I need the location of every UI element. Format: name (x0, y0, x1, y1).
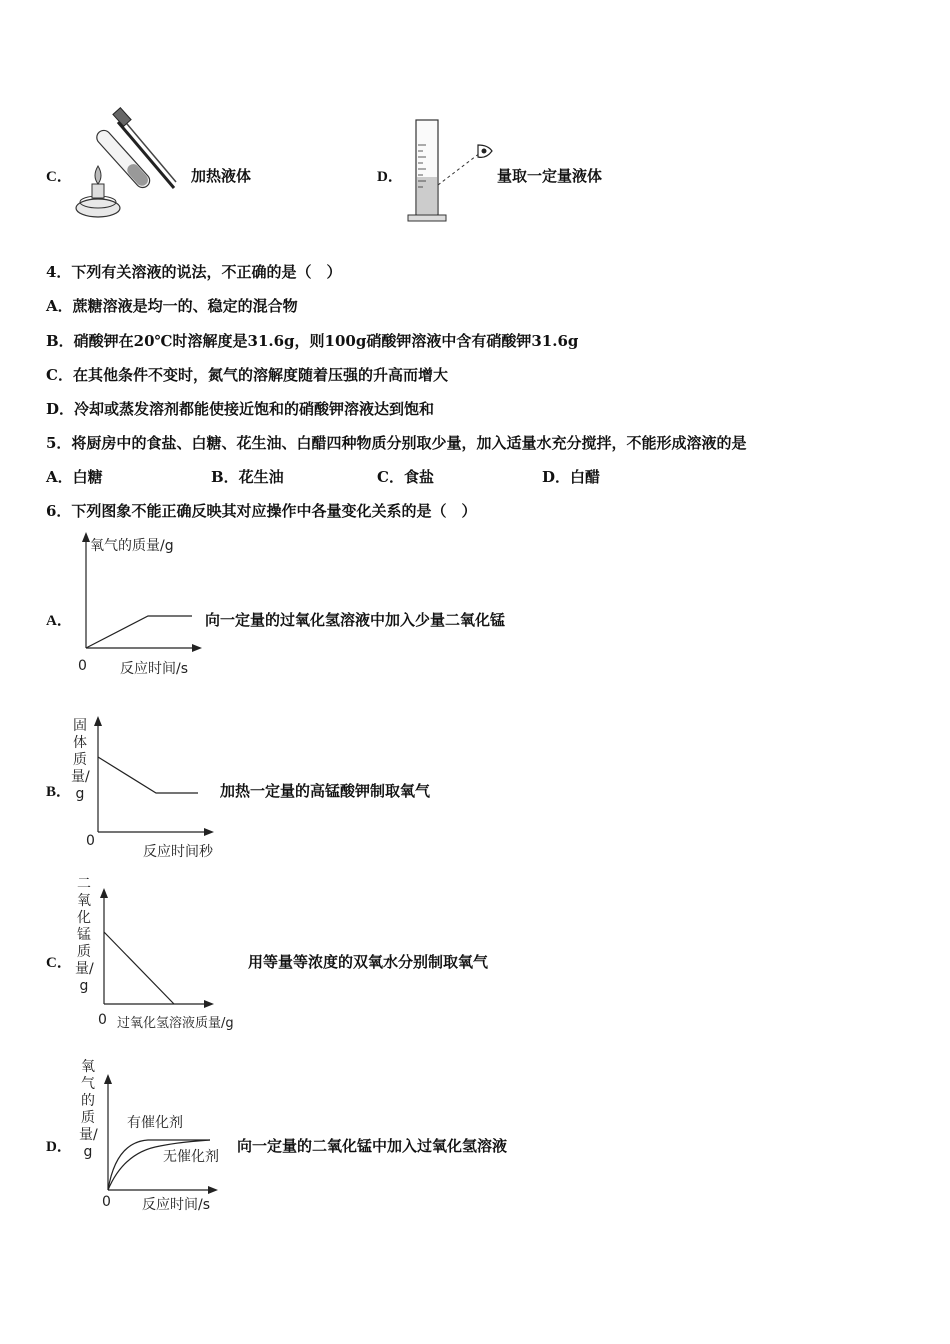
graph-d (100, 1070, 230, 1195)
q6-stem: 6．下列图象不能正确反映其对应操作中各量变化关系的是（ ） (46, 502, 477, 520)
q6-b-text: 加热一定量的高锰酸钾制取氧气 (220, 782, 431, 800)
graph-b-curve (98, 757, 198, 793)
graph-d-xlabel: 反应时间/s (142, 1197, 211, 1213)
graph-c-origin: 0 (98, 1012, 107, 1028)
q6-c-text: 用等量等浓度的双氧水分别制取氧气 (248, 953, 489, 971)
q6-b-label: B． (46, 784, 72, 800)
graph-c-ylabel: 二氧化锰质量/g (75, 876, 94, 994)
measuring-cylinder-illustration (404, 115, 499, 225)
q5-option-a: A．白糖 (46, 468, 103, 486)
graph-a-ylabel: 氧气的质量/g (90, 538, 174, 554)
q5-option-d: D．白醋 (542, 468, 601, 486)
graph-c-curve (104, 932, 174, 1004)
q5-option-b: B．花生油 (211, 468, 284, 486)
q4-option-c: C．在其他条件不变时，氮气的溶解度随着压强的升高而增大 (46, 366, 448, 384)
graph-b-ylabel: 固体质量/g (71, 718, 90, 802)
q6-d-text: 向一定量的二氧化锰中加入过氧化氢溶液 (237, 1137, 508, 1155)
graph-a-curve (86, 616, 192, 648)
graph-b-xlabel: 反应时间秒 (143, 844, 213, 860)
q4-option-b: B．硝酸钾在20℃时溶解度是31.6g，则100g硝酸钾溶液中含有硝酸钾31.6g (46, 332, 579, 350)
graph-c-xlabel: 过氧化氢溶液质量/g (117, 1016, 234, 1031)
graph-d-curve2-label: 无催化剂 (163, 1149, 219, 1165)
q6-c-label: C． (46, 955, 72, 971)
option-c-label: C． (46, 169, 72, 185)
q6-d-label: D． (46, 1139, 72, 1155)
graph-d-origin: 0 (102, 1194, 111, 1210)
q5-stem: 5．将厨房中的食盐、白糖、花生油、白醋四种物质分别取少量，加入适量水充分搅拌，不能形成溶液的是 (46, 434, 747, 452)
graph-a-origin: 0 (78, 658, 87, 674)
q5-option-c: C．食盐 (377, 468, 434, 486)
q4-option-a: A．蔗糖溶液是均一的、稳定的混合物 (46, 297, 298, 315)
q4-stem: 4．下列有关溶液的说法，不正确的是（ ） (46, 263, 342, 281)
option-d-label: D． (377, 169, 403, 185)
q6-a-label: A． (46, 613, 72, 629)
option-d-text: 量取一定量液体 (497, 167, 603, 185)
graph-b (90, 712, 220, 837)
heating-liquid-illustration (70, 110, 185, 225)
q6-a-text: 向一定量的过氧化氢溶液中加入少量二氧化锰 (205, 611, 506, 629)
graph-d-ylabel: 氧气的质量/g (79, 1059, 98, 1160)
option-c-text: 加热液体 (191, 167, 252, 185)
graph-d-curve1-label: 有催化剂 (127, 1115, 183, 1131)
q4-option-d: D．冷却或蒸发溶剂都能使接近饱和的硝酸钾溶液达到饱和 (46, 400, 435, 418)
graph-c (96, 884, 226, 1009)
graph-b-origin: 0 (86, 833, 95, 849)
graph-a-xlabel: 反应时间/s (120, 661, 189, 677)
